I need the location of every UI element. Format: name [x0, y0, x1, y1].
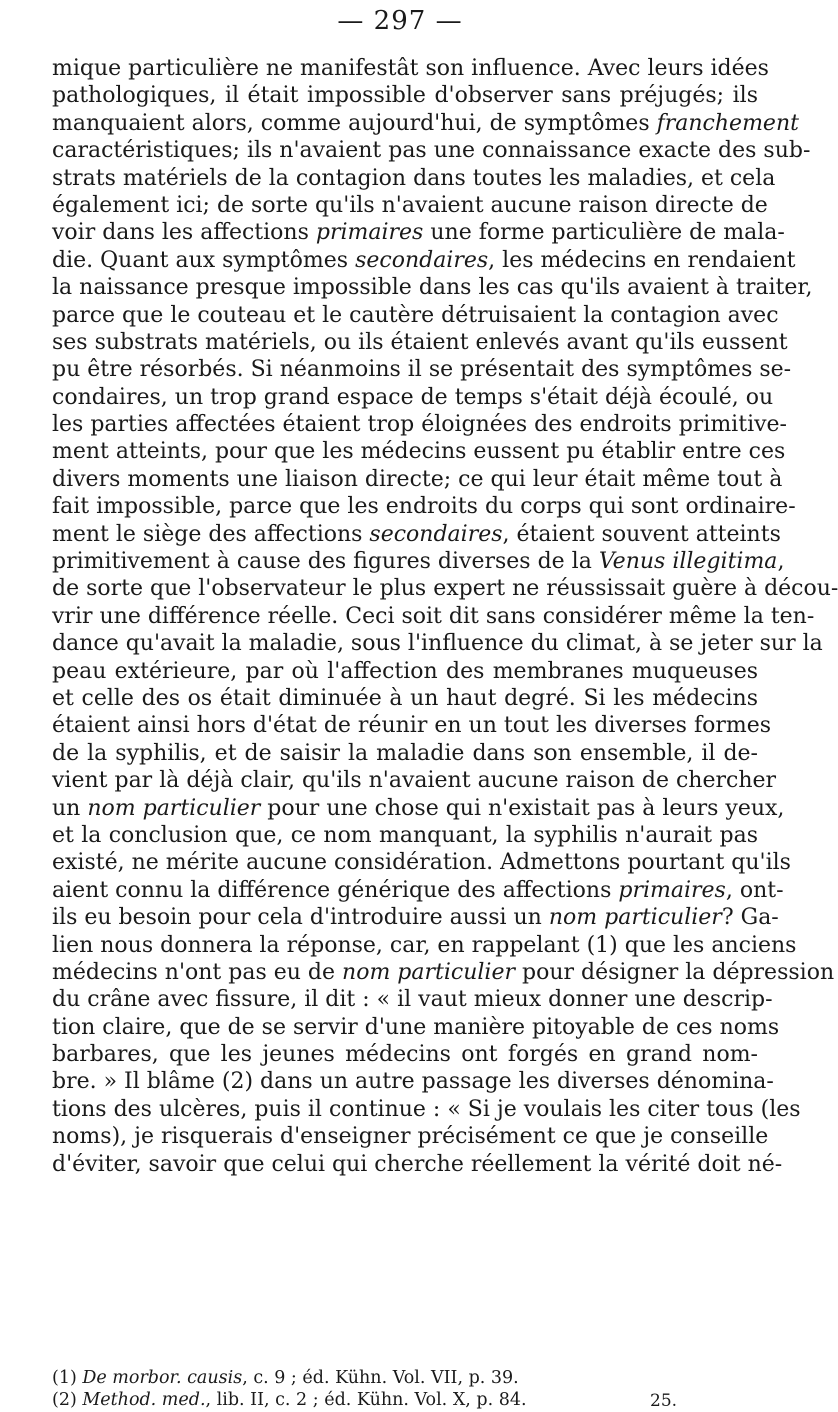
- text-line: strats matériels de la contagion dans toutes les maladies, et cela: [52, 165, 776, 191]
- text-line: pathologiques, il était impossible d'observer sans préjugés; ils: [52, 83, 758, 109]
- text-line: de sorte que l'observateur le plus expert ne réussissait guère à décou-: [52, 576, 838, 602]
- text-line: étaient ainsi hors d'état de réunir en un tout les diverses formes: [52, 713, 772, 739]
- text-line: de la syphilis, et de saisir la maladie dans son ensemble, il de-: [52, 740, 758, 766]
- text-line: les parties affectées étaient trop éloignées des endroits primitive-: [52, 412, 787, 438]
- text-line: dance qu'avait la maladie, sous l'influence du climat, à se jeter sur la: [52, 631, 823, 657]
- text-line: caractéristiques; ils n'avaient pas une connaissance exacte des sub-: [52, 138, 811, 164]
- text-line: divers moments une liaison directe; ce qui leur était même tout à: [52, 466, 783, 492]
- text-line: médecins n'ont pas eu de nom particulier pour désigner la dépression: [52, 959, 835, 985]
- signature-mark: 25.: [650, 1391, 678, 1411]
- text-line: et la conclusion que, ce nom manquant, la syphilis n'aurait pas: [52, 822, 758, 848]
- text-line: ment atteints, pour que les médecins eussent pu établir entre ces: [52, 439, 786, 465]
- text-line: tion claire, que de se servir d'une manière pitoyable de ces noms: [52, 1014, 780, 1040]
- text-line: die. Quant aux symptômes secondaires, les médecins en rendaient: [52, 247, 796, 273]
- text-line: et celle des os était diminuée à un haut degré. Si les médecins: [52, 685, 758, 711]
- text-line: peau extérieure, par où l'affection des membranes muqueuses: [52, 658, 758, 684]
- page-number: — 297 —: [337, 6, 463, 36]
- text-line: ils eu besoin pour cela d'introduire aussi un nom particulier? Ga-: [52, 905, 779, 931]
- text-line: manquaient alors, comme aujourd'hui, de symptômes franchement: [52, 110, 799, 136]
- text-line: d'éviter, savoir que celui qui cherche réellement la vérité doit né-: [52, 1151, 783, 1177]
- text-line: existé, ne mérite aucune considération. Admettons pourtant qu'ils: [52, 850, 791, 876]
- text-line: pu être résorbés. Si néanmoins il se présentait des symptômes se-: [52, 357, 792, 383]
- text-line: fait impossible, parce que les endroits du corps qui sont ordinaire-: [52, 494, 796, 520]
- footnote: (1) De morbor. causis, c. 9 ; éd. Kühn. Vol. VII, p. 39.: [52, 1368, 519, 1388]
- text-line: ment le siège des affections secondaires, étaient souvent atteints: [52, 521, 781, 547]
- footnote: (2) Method. med., lib. II, c. 2 ; éd. Kühn. Vol. X, p. 84.: [52, 1390, 527, 1410]
- text-line: noms), je risquerais d'enseigner précisément ce que je conseille: [52, 1124, 769, 1150]
- text-line: primitivement à cause des figures diverses de la Venus illegitima,: [52, 549, 785, 575]
- text-line: lien nous donnera la réponse, car, en rappelant (1) que les anciens: [52, 932, 797, 958]
- text-line: aient connu la différence générique des affections primaires, ont-: [52, 877, 784, 903]
- text-line: barbares, que les jeunes médecins ont forgés en grand nom-: [52, 1042, 758, 1068]
- text-line: parce que le couteau et le cautère détruisaient la contagion avec: [52, 302, 779, 328]
- text-line: la naissance presque impossible dans les cas qu'ils avaient à traiter,: [52, 275, 813, 301]
- text-line: du crâne avec fissure, il dit : « il vaut mieux donner une descrip-: [52, 987, 773, 1013]
- text-line: mique particulière ne manifestât son influence. Avec leurs idées: [52, 56, 769, 81]
- text-line: condaires, un trop grand espace de temps s'était déjà écoulé, ou: [52, 384, 774, 410]
- text-line: voir dans les affections primaires une forme particulière de mala-: [52, 220, 785, 246]
- text-line: également ici; de sorte qu'ils n'avaient aucune raison directe de: [52, 192, 768, 218]
- text-line: vient par là déjà clair, qu'ils n'avaient aucune raison de chercher: [52, 768, 777, 794]
- text-line: bre. » Il blâme (2) dans un autre passage les diverses dénomina-: [52, 1069, 774, 1095]
- body-text: [52, 55, 838, 1178]
- text-line: ses substrats matériels, ou ils étaient enlevés avant qu'ils eussent: [52, 329, 788, 355]
- text-line: un nom particulier pour une chose qui n'existait pas à leurs yeux,: [52, 795, 785, 821]
- text-line: tions des ulcères, puis il continue : « Si je voulais les citer tous (les: [52, 1096, 801, 1122]
- text-line: vrir une différence réelle. Ceci soit dit sans considérer même la ten-: [52, 603, 815, 629]
